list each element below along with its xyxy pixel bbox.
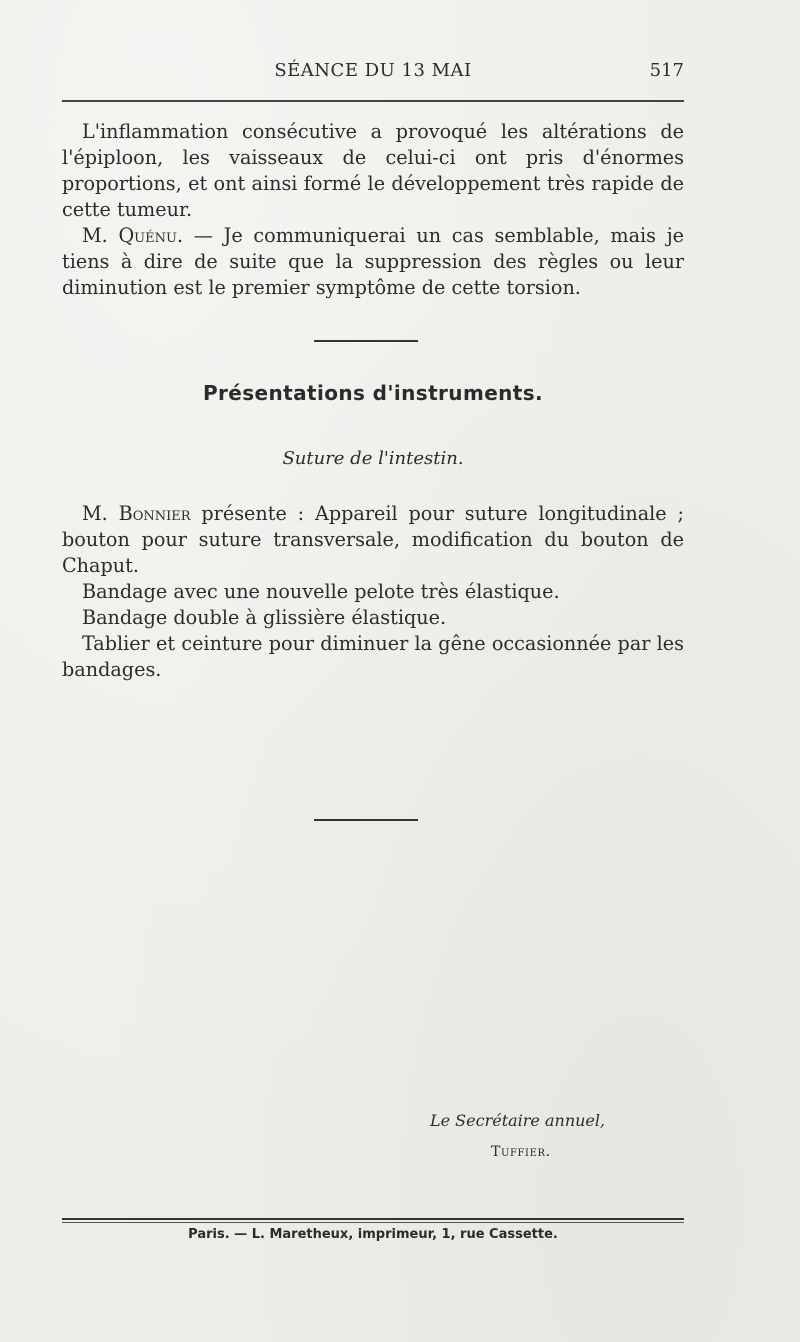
presentation-text: présente : Appareil pour suture longitudinale ; bouton pour suture transversale, modification du bouton de Chaput. <box>62 502 684 577</box>
speaker-name: M. Bonnier <box>82 502 191 525</box>
presentation-line: Bandage double à glissière élastique. <box>82 606 447 629</box>
section-title: Présentations d'instruments. <box>202 381 544 405</box>
paragraph-inflammation <box>62 119 684 223</box>
subsection-title: Suture de l'intestin. <box>282 448 464 469</box>
signature-role: Le Secrétaire annuel, <box>430 1111 606 1130</box>
footer-rule <box>62 1218 684 1220</box>
section-divider <box>314 340 418 342</box>
end-divider <box>314 819 418 821</box>
speaker-name: M. Quénu. <box>82 224 184 247</box>
running-header <box>62 60 684 90</box>
paragraph-text: L'inflammation consécutive a provoqué les altérations de l'épiploon, les vaisseaux de celui-ci ont pris d'énormes proportions, et ont ainsi formé le développement très rapide de cette tumeur. <box>62 120 684 221</box>
footer-rule-thin <box>62 1222 684 1223</box>
signature-name: Tuffier. <box>491 1144 551 1160</box>
paragraph-quenu <box>62 223 684 301</box>
presentation-paragraph <box>62 501 684 683</box>
printer-imprint: Paris. — L. Maretheux, imprimeur, 1, rue Cassette. <box>188 1227 558 1242</box>
page-number: 517 <box>649 60 684 81</box>
paragraph-text <box>62 223 684 301</box>
running-title: SÉANCE DU 13 MAI <box>274 60 472 81</box>
presentation-line: Bandage avec une nouvelle pelote très élastique. <box>82 580 560 603</box>
header-rule <box>62 100 684 102</box>
speaker-statement: — Je communiquerai un cas semblable, mais je tiens à dire de suite que la suppression des règles ou leur diminution est le premier symptôme de cette torsion. <box>62 224 685 299</box>
presentation-line: Tablier et ceinture pour diminuer la gêne occasionnée par les bandages. <box>62 632 684 681</box>
presentation-line <box>62 501 684 579</box>
